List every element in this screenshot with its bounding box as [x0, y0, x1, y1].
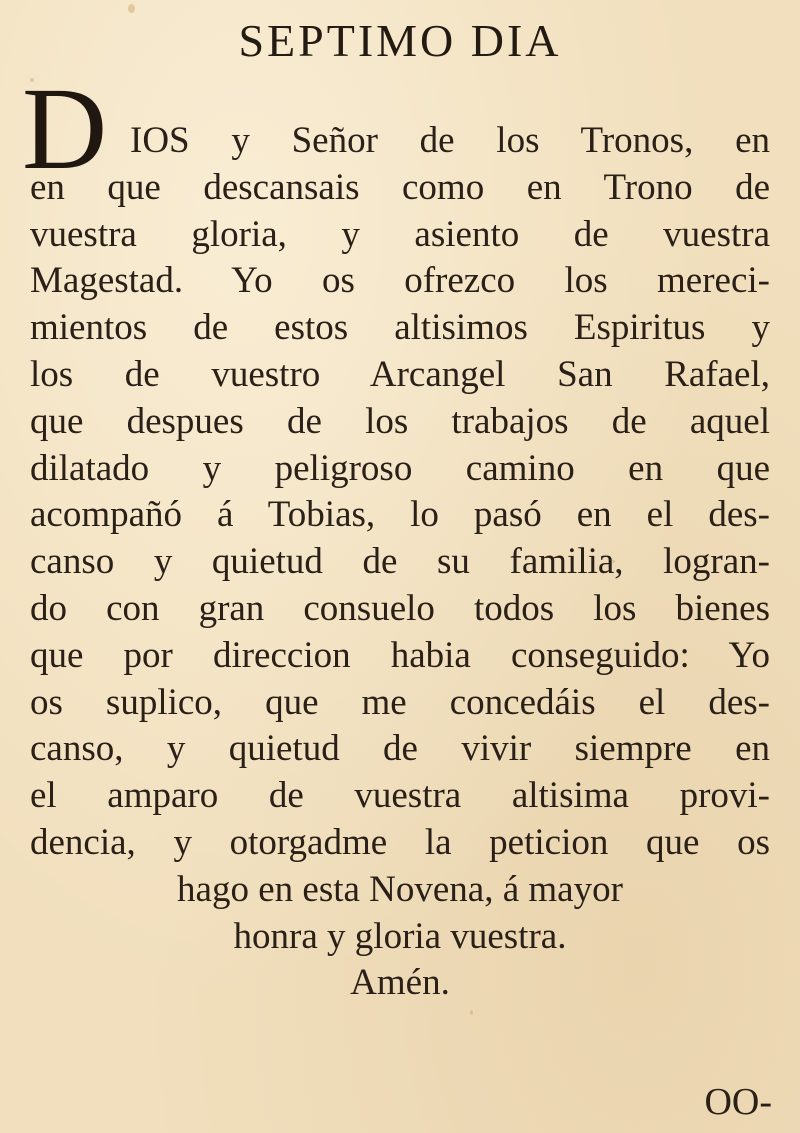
body-text: [30, 118, 770, 1007]
text-line: mientos de estos altisimos Espiritus y: [30, 307, 770, 349]
drop-cap: D: [22, 63, 108, 194]
paper-speck: [470, 1010, 473, 1015]
text-line: canso, y quietud de vivir siempre en: [30, 728, 770, 770]
catchword: OO-: [704, 1081, 772, 1123]
text-line: que despues de los trabajos de aquel: [30, 400, 770, 442]
text-line: el amparo de vuestra altisima provi-: [30, 775, 770, 817]
text-line: dilatado y peligroso camino en que: [30, 447, 770, 489]
text-line: acompañó á Tobias, lo pasó en el des-: [30, 494, 770, 536]
paper-speck: [128, 4, 135, 13]
text-line: los de vuestro Arcangel San Rafael,: [30, 353, 770, 395]
text-line: en que descansais como en Trono de: [30, 166, 770, 208]
text-line: canso y quietud de su familia, logran-: [30, 541, 770, 583]
page-heading: SEPTIMO DIA: [238, 15, 562, 66]
text-line: dencia, y otorgadme la peticion que os: [30, 821, 770, 863]
text-line: os suplico, que me concedáis el des-: [30, 681, 770, 723]
text-line: Magestad. Yo os ofrezco los mereci-: [30, 260, 770, 302]
text-line: vuestra gloria, y asiento de vuestra: [30, 213, 770, 255]
text-line: honra y gloria vuestra.: [233, 915, 567, 957]
text-line: que por direccion habia conseguido: Yo: [30, 634, 770, 676]
text-line: hago en esta Novena, á mayor: [177, 868, 623, 910]
text-line: do con gran consuelo todos los bienes: [30, 587, 770, 629]
text-line: IOS y Señor de los Tronos, en: [130, 120, 770, 161]
closing-word: Amén.: [350, 962, 450, 1004]
